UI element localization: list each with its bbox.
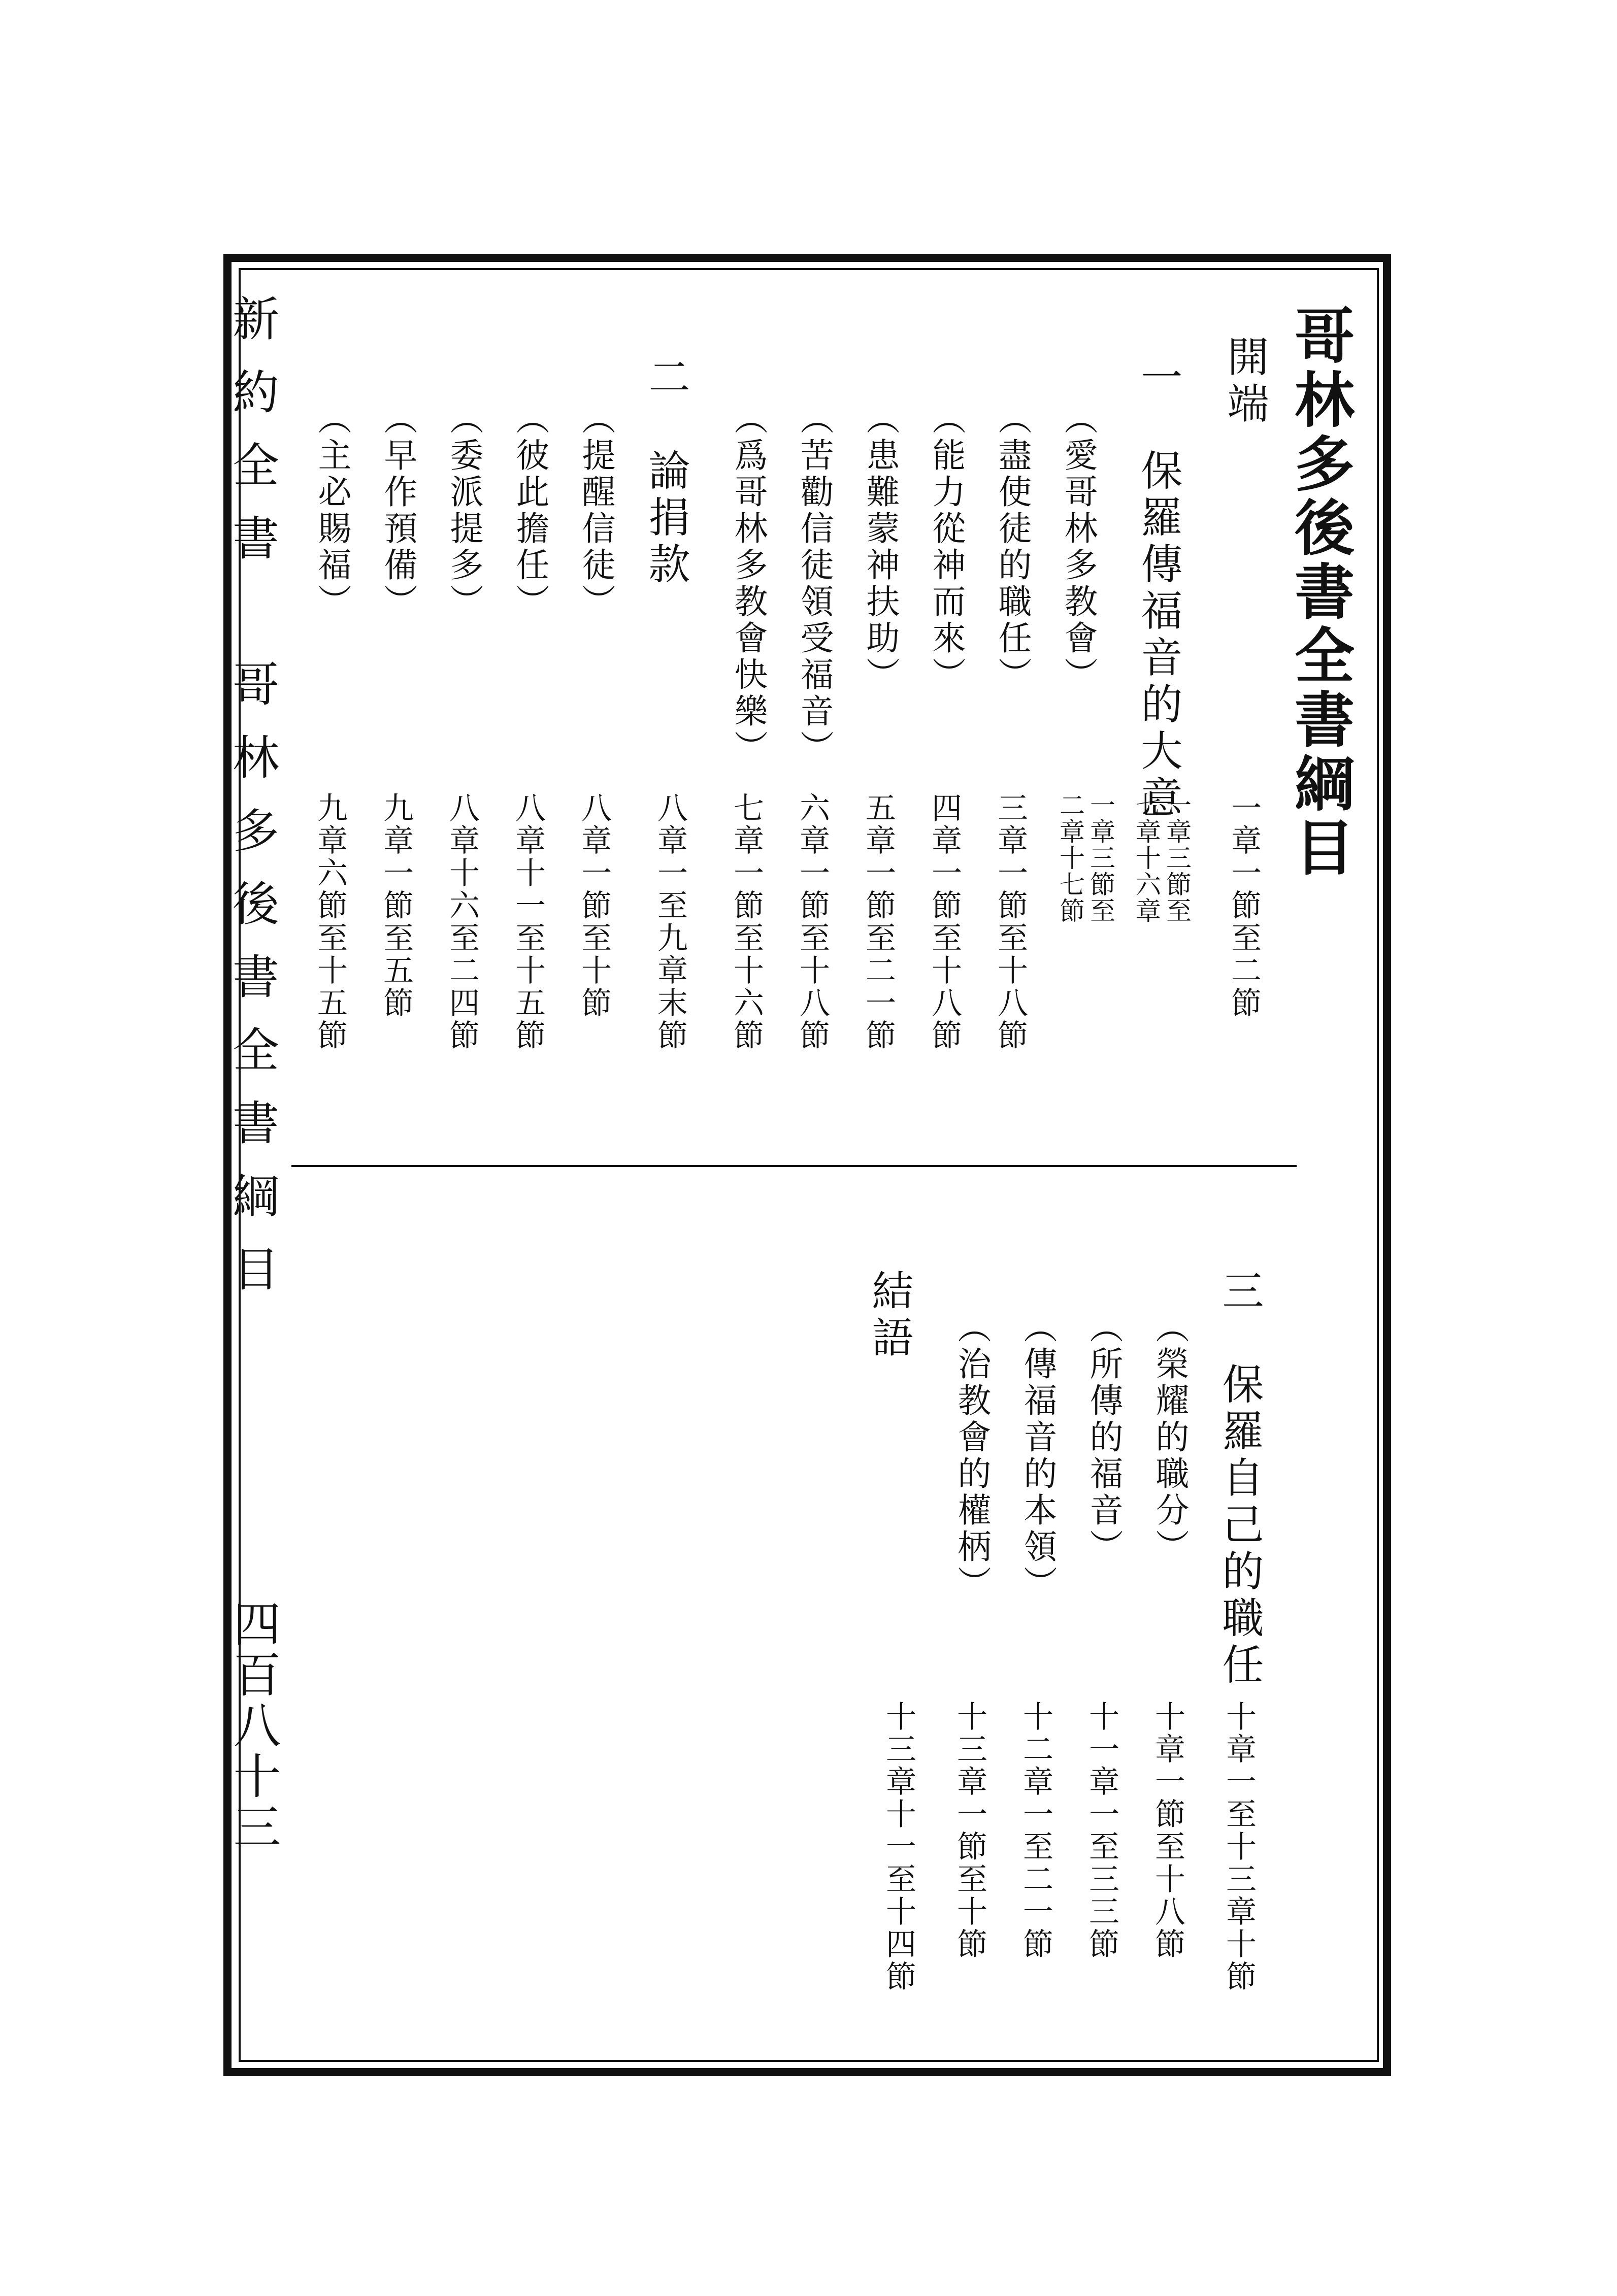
outline-ref-bear-together: 八章十一至十五節 [510, 792, 546, 1052]
outline-ref-church-authority: 十三章一節至十節 [952, 1701, 987, 1960]
outline-ref-receive-gospel: 六章一節至十八節 [795, 792, 830, 1052]
outline-ref-gospel-preached: 十一章一至三三節 [1084, 1701, 1119, 1960]
outline-ref-three: 十章一至十三章十節 [1221, 1701, 1257, 1993]
outline-ref-trials-help: 五章一節至二一節 [861, 792, 896, 1052]
outline-sub-trials-help: （患難蒙神扶助） [861, 401, 900, 693]
outline-ref-glory-office: 十章一節至十八節 [1150, 1701, 1185, 1960]
outline-sub-bear-together: （彼此擔任） [510, 401, 549, 620]
outline-heading-two: 二 論捐款 [642, 355, 690, 589]
outline-sub-send-titus: （委派提多） [444, 401, 483, 620]
outline-ref-one-line2: 七章十六章 [1132, 792, 1161, 924]
outline-ref-opening: 一章一節至二節 [1226, 792, 1262, 1019]
outline-ref-two: 八章一至九章末節 [652, 792, 688, 1052]
outline-ref-church-joy: 七章一節至十六節 [729, 792, 764, 1052]
outline-ref-apostle-duty: 三章一節至十八節 [993, 792, 1028, 1052]
outline-sub-preaching-ability: （傳福音的本領） [1018, 1310, 1057, 1602]
outline-sub-church-joy: （爲哥林多教會快樂） [729, 401, 768, 767]
outline-ref-love-church-line1: 一章三節至 [1086, 792, 1115, 924]
outline-sub-remind-believers: （提醒信徒） [576, 401, 615, 620]
outline-sub-love-church: （愛哥林多教會） [1059, 401, 1098, 693]
outline-ref-love-church-line2: 二章十七節 [1055, 792, 1085, 924]
outline-ref-one-line1: 一章三節至 [1162, 792, 1192, 924]
outline-sub-glory-office: （榮耀的職分） [1150, 1310, 1189, 1566]
section-divider [291, 1165, 1297, 1167]
outline-ref-power-from-god: 四章一節至十八節 [927, 792, 962, 1052]
outline-ref-send-titus: 八章十六至二四節 [444, 792, 480, 1052]
outline-sub-prepare-early: （早作預備） [378, 401, 417, 620]
outline-heading-three: 三 保羅自己的職任 [1215, 1269, 1264, 1689]
document-title: 哥林多後書全書綱目 [1284, 305, 1355, 880]
outline-heading-conclusion: 結語 [865, 1269, 913, 1362]
page-number: 四百八十三 [225, 1599, 280, 1853]
outline-sub-power-from-god: （能力從神而來） [927, 401, 966, 693]
outline-sub-church-authority: （治教會的權柄） [952, 1310, 991, 1602]
outline-sub-apostle-duty: （盡使徒的職任） [993, 401, 1032, 693]
outline-ref-remind-believers: 八章一節至十節 [576, 792, 612, 1019]
outline-heading-opening: 開端 [1220, 335, 1269, 428]
side-margin-book-title: 新約全書 哥林多後書全書綱目 [225, 294, 279, 1318]
outline-ref-preaching-ability: 十二章一至二一節 [1018, 1701, 1053, 1960]
outline-ref-prepare-early: 九章一節至五節 [378, 792, 414, 1019]
outline-sub-receive-gospel: （苦勸信徒領受福音） [795, 401, 834, 767]
outline-heading-one: 一 保羅傳福音的大意 [1134, 355, 1182, 822]
outline-sub-gospel-preached: （所傳的福音） [1084, 1310, 1123, 1566]
outline-ref-conclusion: 十三章十一至十四節 [881, 1701, 916, 1993]
outline-sub-lord-bless: （主必賜福） [312, 401, 351, 620]
outline-ref-lord-bless: 九章六節至十五節 [312, 792, 348, 1052]
